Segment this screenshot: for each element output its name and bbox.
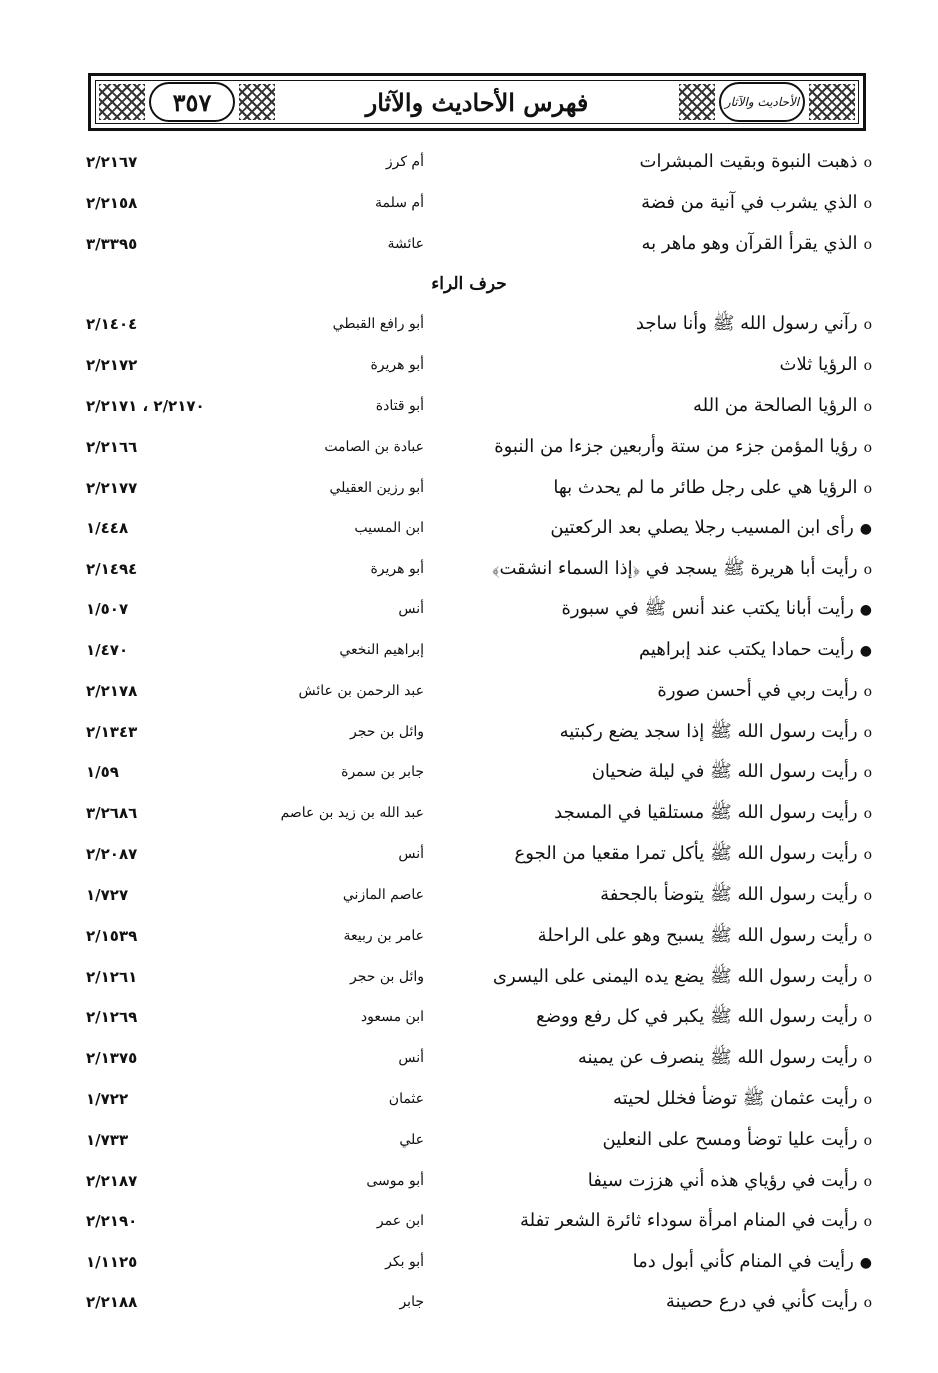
narrator: أنس bbox=[398, 601, 424, 617]
reference-number: ٢/٢١٨٧ bbox=[86, 1172, 138, 1190]
entry-marker: o bbox=[863, 888, 872, 904]
reference-number: ٢/١٣٤٣ bbox=[86, 723, 138, 741]
entry-marker: o bbox=[863, 562, 872, 578]
list-item bbox=[0, 345, 938, 385]
narrator: عبادة بن الصامت bbox=[324, 439, 424, 455]
narrator: وائل بن حجر bbox=[349, 969, 424, 985]
hadith-text bbox=[442, 916, 872, 957]
reference-number: ٢/١٥٣٩ bbox=[86, 927, 138, 945]
list-item bbox=[0, 1161, 938, 1201]
entry-marker: o bbox=[863, 481, 872, 497]
list-item bbox=[0, 997, 938, 1037]
reference-number: ١/٧٢٧ bbox=[86, 886, 129, 904]
reference-number: ٢/٢١٦٧ bbox=[86, 153, 138, 171]
hadith-text-content: الرؤيا هي على رجل طائر ما لم يحدث بها bbox=[553, 477, 858, 498]
reference-number: ٢/٢١٧٠ ، ٢/٢١٧١ bbox=[86, 397, 205, 415]
reference-number: ٢/٢١٧٨ bbox=[86, 682, 138, 700]
reference-number: ٢/١٢٦٩ bbox=[86, 1008, 138, 1026]
narrator: علي bbox=[399, 1132, 424, 1148]
narrator: عاصم المازني bbox=[342, 887, 424, 903]
narrator: ابن المسيب bbox=[354, 520, 424, 536]
page-number-cartouche bbox=[149, 82, 235, 122]
list-item bbox=[0, 304, 938, 344]
entry-marker: o bbox=[863, 970, 872, 986]
entry-marker: o bbox=[863, 1174, 872, 1190]
hadith-text bbox=[442, 224, 872, 265]
hadith-text-content: رأيت حمادا يكتب عند إبراهيم bbox=[638, 639, 854, 660]
narrator: أبو رزين العقيلي bbox=[329, 480, 424, 496]
entry-marker: o bbox=[863, 440, 872, 456]
narrator: عثمان bbox=[388, 1091, 424, 1107]
narrator: أبو رافع القبطي bbox=[332, 316, 424, 332]
entry-marker: o bbox=[863, 806, 872, 822]
hadith-text bbox=[442, 1120, 872, 1161]
entry-marker: o bbox=[863, 358, 872, 374]
narrator: أبو بكر bbox=[385, 1254, 424, 1270]
list-item bbox=[0, 1282, 938, 1322]
entry-marker: o bbox=[863, 847, 872, 863]
hadith-text bbox=[442, 1201, 872, 1242]
hadith-text-content: رأيت رسول الله ﷺ ينصرف عن يمينه bbox=[577, 1047, 858, 1068]
hadith-text bbox=[442, 304, 872, 345]
hadith-text-content: رأيت في رؤياي هذه أني هززت سيفا bbox=[587, 1170, 858, 1191]
narrator: أبو هريرة bbox=[370, 357, 424, 373]
hadith-text bbox=[442, 183, 872, 224]
hadith-text-content: الذي يشرب في آنية من فضة bbox=[641, 192, 858, 213]
narrator: أبو قتادة bbox=[375, 398, 424, 414]
hadith-text-content: الرؤيا الصالحة من الله bbox=[693, 395, 858, 416]
reference-number: ٢/٢٠٨٧ bbox=[86, 845, 138, 863]
list-item bbox=[0, 508, 938, 548]
page-title: فهرس الأحاديث والآثار bbox=[365, 87, 589, 117]
list-item bbox=[0, 142, 938, 182]
reference-number: ١/١١٢٥ bbox=[86, 1253, 138, 1271]
list-item bbox=[0, 468, 938, 508]
hadith-text-content: رأيت رسول الله ﷺ في ليلة ضحيان bbox=[591, 761, 858, 782]
hadith-text-content: رأيت في المنام امرأة سوداء ثائرة الشعر تفلة bbox=[519, 1210, 858, 1231]
list-item bbox=[0, 712, 938, 752]
page-header bbox=[88, 73, 866, 131]
entry-marker: o bbox=[863, 725, 872, 741]
hadith-text-content: رأيت ربي في أحسن صورة bbox=[657, 680, 858, 701]
hadith-text-content: رأى ابن المسيب رجلا يصلي بعد الركعتين bbox=[550, 517, 854, 538]
entry-marker: o bbox=[863, 317, 872, 333]
entry-marker: ● bbox=[859, 521, 872, 537]
reference-number: ١/٧٢٢ bbox=[86, 1090, 129, 1108]
entry-marker: ● bbox=[859, 643, 872, 659]
hadith-text bbox=[442, 549, 872, 590]
hadith-text-content: رأيت في المنام كأني أبول دما bbox=[632, 1251, 854, 1272]
hadith-text-content: رأيت رسول الله ﷺ يتوضأ بالجحفة bbox=[600, 884, 858, 905]
hadith-text bbox=[442, 1079, 872, 1120]
narrator: ابن عمر bbox=[376, 1213, 424, 1229]
entry-marker: ● bbox=[859, 602, 872, 618]
entry-marker: o bbox=[863, 929, 872, 945]
list-item bbox=[0, 386, 938, 426]
hadith-text bbox=[442, 630, 872, 671]
hadith-text bbox=[442, 752, 872, 793]
hadith-text-content: رأيت أبا هريرة ﷺ يسجد في ﴿إذا السماء انشقت﴾ bbox=[492, 558, 858, 579]
narrator: عبد الله بن زيد بن عاصم bbox=[280, 805, 424, 821]
hadith-text-content: رأيت رسول الله ﷺ إذا سجد يضع ركبتيه bbox=[559, 721, 858, 742]
reference-number: ١/٧٣٣ bbox=[86, 1131, 129, 1149]
hadith-text bbox=[442, 1242, 872, 1283]
entry-marker: ● bbox=[859, 1255, 872, 1271]
entry-marker: o bbox=[863, 684, 872, 700]
entry-marker: o bbox=[863, 1092, 872, 1108]
ornament-right-outer bbox=[809, 84, 855, 120]
hadith-text-content: رأيت رسول الله ﷺ يضع يده اليمنى على اليسرى bbox=[492, 966, 858, 987]
emblem-cartouche bbox=[719, 82, 805, 122]
entry-marker: o bbox=[863, 1133, 872, 1149]
hadith-text bbox=[442, 875, 872, 916]
narrator: ابن مسعود bbox=[360, 1009, 424, 1025]
list-item bbox=[0, 224, 938, 264]
reference-number: ٢/٢١٦٦ bbox=[86, 438, 138, 456]
entry-marker: o bbox=[863, 1010, 872, 1026]
reference-number: ٢/١٢٦١ bbox=[86, 968, 138, 986]
narrator: عائشة bbox=[387, 236, 424, 252]
narrator: أم كرز bbox=[385, 154, 424, 170]
reference-number: ١/٥٩ bbox=[86, 763, 119, 781]
list-item bbox=[0, 427, 938, 467]
reference-number: ٢/٢١٧٢ bbox=[86, 356, 138, 374]
narrator: عامر بن ربيعة bbox=[343, 928, 424, 944]
entry-marker: o bbox=[863, 196, 872, 212]
list-item bbox=[0, 549, 938, 589]
list-item bbox=[0, 916, 938, 956]
list-item bbox=[0, 752, 938, 792]
list-item bbox=[0, 589, 938, 629]
narrator: أم سلمة bbox=[375, 195, 424, 211]
narrator: أبو موسى bbox=[366, 1173, 424, 1189]
entry-marker: o bbox=[863, 155, 872, 171]
ornament-left-inner bbox=[239, 84, 275, 120]
list-item bbox=[0, 183, 938, 223]
hadith-text bbox=[442, 1282, 872, 1323]
hadith-text bbox=[442, 957, 872, 998]
entry-marker: o bbox=[863, 399, 872, 415]
narrator: عبد الرحمن بن عائش bbox=[298, 683, 424, 699]
entry-marker: o bbox=[863, 1214, 872, 1230]
hadith-text bbox=[442, 997, 872, 1038]
reference-number: ٢/١٤٩٤ bbox=[86, 560, 138, 578]
reference-number: ٣/٢٦٨٦ bbox=[86, 804, 138, 822]
hadith-text bbox=[442, 386, 872, 427]
narrator: جابر بن سمرة bbox=[341, 764, 424, 780]
hadith-text-content: رأيت رسول الله ﷺ مستلقيا في المسجد bbox=[554, 802, 858, 823]
reference-number: ٣/٣٣٩٥ bbox=[86, 235, 138, 253]
narrator: أنس bbox=[398, 1050, 424, 1066]
list-item bbox=[0, 834, 938, 874]
hadith-text bbox=[442, 345, 872, 386]
reference-number: ٢/٢١٥٨ bbox=[86, 194, 138, 212]
list-item bbox=[0, 1120, 938, 1160]
hadith-text bbox=[442, 468, 872, 509]
list-item bbox=[0, 671, 938, 711]
reference-number: ١/٤٤٨ bbox=[86, 519, 129, 537]
list-item bbox=[0, 793, 938, 833]
list-item bbox=[0, 1242, 938, 1282]
hadith-text-content: الذي يقرأ القرآن وهو ماهر به bbox=[641, 233, 858, 254]
entry-marker: o bbox=[863, 237, 872, 253]
list-item bbox=[0, 1079, 938, 1119]
emblem-logo: الأحاديث والآثار bbox=[724, 95, 800, 109]
list-item bbox=[0, 957, 938, 997]
hadith-text-content: رأيت أبانا يكتب عند أنس ﷺ في سبورة bbox=[561, 598, 854, 619]
list-item bbox=[0, 875, 938, 915]
hadith-text-content: رأيت عليا توضأ ومسح على النعلين bbox=[602, 1129, 858, 1150]
list-item bbox=[0, 1201, 938, 1241]
reference-number: ٢/٢١٧٧ bbox=[86, 479, 138, 497]
hadith-text bbox=[442, 712, 872, 753]
hadith-text-content: الرؤيا ثلاث bbox=[779, 354, 858, 375]
entry-marker: o bbox=[863, 1051, 872, 1067]
hadith-text-content: رأيت رسول الله ﷺ يأكل تمرا مقعيا من الجوع bbox=[514, 843, 858, 864]
narrator: إبراهيم النخعي bbox=[339, 642, 424, 658]
hadith-text-content: رأيت رسول الله ﷺ يسبح وهو على الراحلة bbox=[537, 925, 858, 946]
reference-number: ٢/١٣٧٥ bbox=[86, 1049, 138, 1067]
ornament-right-inner bbox=[679, 84, 715, 120]
narrator: أنس bbox=[398, 846, 424, 862]
hadith-text-content: ذهبت النبوة وبقيت المبشرات bbox=[639, 151, 858, 172]
narrator: أبو هريرة bbox=[370, 561, 424, 577]
hadith-text bbox=[442, 834, 872, 875]
list-item bbox=[0, 1038, 938, 1078]
hadith-text bbox=[442, 793, 872, 834]
hadith-text-content: رأيت عثمان ﷺ توضأ فخلل لحيته bbox=[613, 1088, 858, 1109]
narrator: جابر bbox=[399, 1294, 424, 1310]
hadith-text bbox=[442, 427, 872, 468]
hadith-text bbox=[442, 1161, 872, 1202]
hadith-text-content: رآني رسول الله ﷺ وأنا ساجد bbox=[635, 313, 858, 334]
narrator: وائل بن حجر bbox=[349, 724, 424, 740]
section-title: حرف الراء bbox=[431, 274, 507, 294]
hadith-text bbox=[442, 589, 872, 630]
hadith-text-content: رؤيا المؤمن جزء من ستة وأربعين جزءا من النبوة bbox=[494, 436, 858, 457]
reference-number: ١/٥٠٧ bbox=[86, 600, 129, 618]
list-item bbox=[0, 630, 938, 670]
reference-number: ٢/٢١٩٠ bbox=[86, 1212, 138, 1230]
reference-number: ٢/١٤٠٤ bbox=[86, 315, 138, 333]
entry-marker: o bbox=[863, 765, 872, 781]
ornament-left-outer bbox=[99, 84, 145, 120]
hadith-text bbox=[442, 671, 872, 712]
page-number: ٣٥٧ bbox=[172, 87, 212, 117]
entry-marker: o bbox=[863, 1295, 872, 1311]
hadith-text bbox=[442, 508, 872, 549]
reference-number: ١/٤٧٠ bbox=[86, 641, 129, 659]
reference-number: ٢/٢١٨٨ bbox=[86, 1293, 138, 1311]
hadith-text-content: رأيت كأني في درع حصينة bbox=[665, 1291, 858, 1312]
hadith-text-content: رأيت رسول الله ﷺ يكبر في كل رفع ووضع bbox=[536, 1006, 858, 1027]
hadith-text bbox=[442, 1038, 872, 1079]
hadith-text bbox=[442, 142, 872, 183]
